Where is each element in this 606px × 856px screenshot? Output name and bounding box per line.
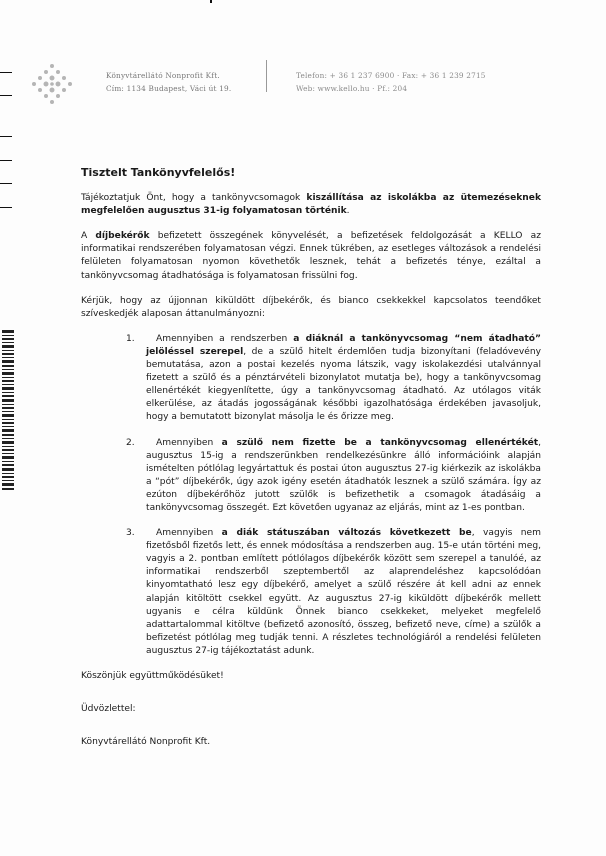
paragraph-request: Kérjük, hogy az újjonnan kiküldött díjbekérők, és bianco csekkekkel kapcsolatos teendőket szíveskedjék alaposan áttanulmányozni: bbox=[81, 295, 541, 319]
emphasis: a diáknál a tankönyvcsomag “nem átadható” jelöléssel szerepel bbox=[146, 333, 541, 357]
text: , augusztus 15-ig a rendszerünkben rendelkezésünkre álló információink alapján ismételten pótlólag legyártattuk és postai úton augusztus 27-ig kiérkezik az iskolákba a “pót” díjbekérők, úgy azok igény esetén átadhatók lesznek a szülő számára. Így az ezúton díjbekérőhöz jutott szülők is befizethetik a csomagok átadásáig a tankönyvcsomag összegét. Ezt követően ugyanaz az eljárás, mint az 1-es pontban. bbox=[146, 437, 541, 513]
scan-mark bbox=[0, 136, 12, 137]
item-number: 1. bbox=[126, 333, 135, 344]
text: , de a szülő hitelt érdemlően tudja bizonyítani (feladóvevény bemutatása, azon a postai kezelés nyoma látszik, vagy iskolakezdési utalvánnyal fizetett a szülő és a pénztárvételi bizonylatot mutatja be), hogy a tankönyvcsomag ellenértékét kiegyenlítette, úgy a tankönyvcsomag átadható. Az utólagos viták elkerülése, az átadás jogosságának későbbi igazolhatósága érdekében javasoljuk, hogy a bemutatott bizonylat másolja le és őrizze meg. bbox=[146, 346, 542, 423]
company-info bbox=[106, 69, 231, 95]
contact-info bbox=[296, 69, 486, 95]
closing bbox=[81, 670, 541, 749]
emphasis: a szülő nem fizette be a tankönyvcsomag ellenértékét bbox=[221, 437, 539, 448]
scan-mark bbox=[0, 207, 12, 208]
scan-mark bbox=[0, 72, 12, 73]
web-pobox: Web: www.kello.hu · Pf.: 204 bbox=[296, 84, 408, 93]
text: A bbox=[81, 231, 96, 242]
company-address: Cím: 1134 Budapest, Váci út 19. bbox=[106, 84, 232, 93]
instruction-list bbox=[81, 333, 541, 658]
text: Amennyiben a rendszerben bbox=[156, 333, 294, 344]
letter-body bbox=[81, 166, 541, 769]
list-item bbox=[81, 437, 541, 516]
barcode bbox=[2, 330, 14, 490]
scan-mark bbox=[0, 95, 12, 96]
text: Amennyiben bbox=[156, 437, 222, 448]
text: Tájékoztatjuk Önt, hogy a tankönyvcsomagok bbox=[81, 193, 307, 204]
salutation: Tisztelt Tankönyvfelelős! bbox=[81, 166, 236, 179]
text: befizetett összegének könyvelését, a befizetések feldolgozását a KELLO az informatikai rendszerében folyamatosan végzi. Ennek tükrében, az esetleges változások a rendelési felületen folyamatosan nyomon követhetők lesznek, tehát a befizetés ténye, ezáltal a tankönyvcsomag átadhatósága is folyamatosan frissülni fog. bbox=[81, 231, 541, 281]
emphasis: kiszállítása az iskolákba az ütemezéseknek megfelelően augusztus 31-ig folyamatosan történik bbox=[81, 193, 541, 217]
paragraph-payments bbox=[81, 230, 541, 282]
text: Amennyiben bbox=[156, 528, 222, 539]
thanks: Köszönjük együttműködésüket! bbox=[81, 671, 224, 681]
greeting: Üdvözlettel: bbox=[81, 704, 136, 715]
header-divider bbox=[266, 60, 267, 92]
item-number: 3. bbox=[126, 528, 135, 539]
list-item bbox=[81, 333, 541, 425]
item-number: 2. bbox=[126, 437, 135, 448]
text: . bbox=[346, 206, 350, 217]
scan-mark bbox=[0, 183, 12, 184]
company-name: Könyvtárellátó Nonprofit Kft. bbox=[106, 71, 220, 80]
signature: Könyvtárellátó Nonprofit Kft. bbox=[81, 737, 211, 748]
list-item bbox=[81, 527, 541, 658]
kello-logo-icon bbox=[30, 60, 74, 104]
phone-fax: Telefon: + 36 1 237 6900 · Fax: + 36 1 239 2715 bbox=[296, 71, 486, 80]
emphasis: díjbekérők bbox=[95, 231, 150, 242]
scan-mark bbox=[210, 0, 212, 3]
scan-mark bbox=[0, 160, 12, 161]
paragraph-delivery bbox=[81, 192, 541, 218]
text: , vagyis nem fizetősből fizetős lett, és ennek módosítása a rendszerben aug. 15-e után történi meg, vagyis a 2. pontban említett pótlólagos díjbekérők között sem szerepel a tanulóé, az informatikai rendszerből szeptembertől az alaprendeléshez kapcsolódóan kinyomtatható lesz egy díjbekérő, amelyet a szülő részére át kell adni az ennek alapján kitöltött csekkel együtt. Az augusztus 27-ig kiküldött díjbekérők mellett ugyanis e célra küldünk Önnek bianco csekkeket, melyeket megfelelő adattartalommal kitöltve (befizető azonosító, összeg, befizető neve, címe) a szülők a befizetést pótlólag meg tudják tenni. A részletes technológiáról a rendelési felületen augusztus 27-ig tájékoztatást adunk. bbox=[146, 528, 542, 656]
emphasis: a diák státuszában változás következett be bbox=[221, 528, 472, 539]
